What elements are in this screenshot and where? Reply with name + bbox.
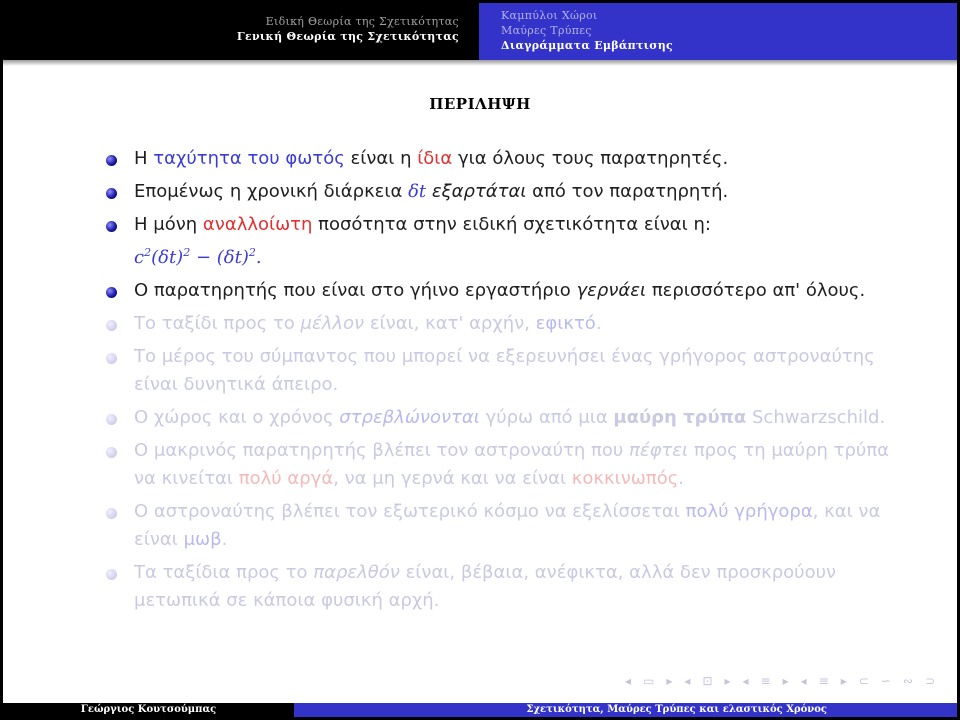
list-item [104,178,894,206]
math-superscript: 2 [183,246,191,259]
slide [3,3,957,717]
nav-forward-icon[interactable]: ⊃ [924,674,936,688]
subsection-navigation [479,3,957,60]
text: . [678,468,685,489]
nav-next-section-icon[interactable]: ▸ [840,674,847,688]
invariant-formula [134,247,262,268]
bullet-ball-icon [106,320,117,331]
text: Ο μακρινός παρατηρητής βλέπει τον αστροναύτη που [134,440,629,461]
math-superscript: 2 [144,246,152,259]
math-text: δt [408,181,427,202]
list-item [104,211,894,272]
bullet-ball-icon [106,508,117,519]
subsection-link-black-holes[interactable]: Μαύρες Τρύπες [501,24,592,37]
nav-subsection-icon[interactable]: ≡ [760,674,771,688]
bullet-ball-icon [106,188,117,199]
bullet-ball-icon [106,353,117,364]
nav-prev-slide-icon[interactable]: ◂ [625,674,632,688]
math-text: . [255,247,262,268]
text: , και να είναι [134,501,881,550]
nav-search-icon[interactable]: ∾ [902,674,913,688]
list-item [104,277,894,305]
highlight-text: εφικτό [535,313,596,334]
highlight-text: κοκκινωπός [571,468,679,489]
text: ποσότητα στην ειδική σχετικότητα είναι η: [312,214,711,235]
text: Η μόνη [134,214,203,235]
highlight-text: στρεβλώνονται [339,407,480,428]
text: είναι, κατ' αρχήν, [364,313,536,334]
text: για όλους τους παρατηρητές. [452,148,729,169]
text: περισσότερο απ' όλους. [646,280,866,301]
nav-prev-subsection-icon[interactable]: ◂ [742,674,749,688]
summary-list [104,145,894,620]
text: Επομένως η χρονική διάρκεια [134,181,409,202]
bullet-ball-icon [106,414,117,425]
nav-prev-frame-icon[interactable]: ◂ [684,674,691,688]
bullet-ball-icon [106,287,117,298]
math-superscript: 2 [248,246,256,259]
list-item [104,310,894,338]
highlight-text: αναλλοίωτη [202,214,313,235]
nav-slide-icon[interactable]: ▭ [643,674,655,688]
emphasis-text: μέλλον [300,313,365,334]
emphasis-text: παρελθόν [313,562,400,583]
section-navigation [3,3,479,60]
text: Ο αστροναύτης βλέπει τον εξωτερικό κόσμο να εξελίσσεται [134,501,686,522]
bullet-ball-icon [106,569,117,580]
nav-prev-section-icon[interactable]: ◂ [800,674,807,688]
text: . [595,313,602,334]
header-shadow [3,60,957,66]
nav-frame-icon[interactable]: ⊡ [702,674,713,688]
highlight-text: ταχύτητα του φωτός [153,148,345,169]
bold-text: μαύρη τρύπα [613,407,747,428]
bullet-ball-icon [106,447,117,458]
text: Ο παρατηρητής που είναι στο γήινο εργαστήριο [134,280,577,301]
highlight-text: ίδια [417,148,453,169]
text: , να μη γερνά και να είναι [333,468,572,489]
text: γύρω από μια [479,407,614,428]
footer-author: Γεώργιος Κουτσούμπας [3,703,294,717]
list-item [104,559,894,615]
footer-title: Σχετικότητα, Μαύρες Τρύπες και ελαστικός Χρόνος [294,703,957,717]
list-item [104,145,894,173]
list-item [104,498,894,554]
text: Το ταξίδι προς το [134,313,301,334]
bullet-ball-icon [106,221,117,232]
nav-section-icon[interactable]: ≡ [818,674,829,688]
text: Schwarzschild. [746,407,886,428]
highlight-text: μωβ [183,529,222,550]
math-text: (δt) [151,247,184,268]
subsection-link-curved-spaces[interactable]: Καμπύλοι Χώροι [501,9,598,22]
beamer-header [3,3,957,60]
section-link-general-relativity[interactable]: Γενική Θεωρία της Σχετικότητας [236,30,459,43]
highlight-text: πολύ γρήγορα [685,501,813,522]
list-item [104,437,894,493]
nav-next-frame-icon[interactable]: ▸ [724,674,731,688]
text: από τον παρατηρητή. [526,181,729,202]
text: είναι, βέβαια, ανέφικτα, αλλά δεν προσκρούουν μετωπικά σε κάποια φυσική αρχή. [134,562,837,611]
list-item [104,343,894,399]
text: Τα ταξίδια προς το [134,562,314,583]
slide-title: ΠΕΡΙΛΗΨΗ [429,95,531,113]
highlight-text: πολύ αργά [238,468,334,489]
beamer-navigation-bar [625,671,935,691]
nav-next-slide-icon[interactable]: ▸ [666,674,673,688]
emphasis-text: γερνάει [576,280,647,301]
list-item [104,404,894,432]
subsection-link-embedding-diagrams[interactable]: Διαγράμματα Εμβάπτισης [501,39,674,52]
emphasis-text: εξαρτάται [431,181,527,202]
nav-search-icon[interactable]: ∽ [880,674,891,688]
math-text: − (δt) [190,247,249,268]
text: Η [134,148,154,169]
emphasis-text: πέφτει [629,440,689,461]
nav-next-subsection-icon[interactable]: ▸ [782,674,789,688]
nav-back-icon[interactable]: ⊂ [858,674,869,688]
text: Το μέρος του σύμπαντος που μπορεί να εξερευνήσει ένας γρήγορος αστροναύτης είναι δυνητικά άπειρο. [134,346,875,395]
bullet-ball-icon [106,155,117,166]
section-link-special-relativity[interactable]: Ειδική Θεωρία της Σχετικότητας [265,15,459,28]
text: Ο χώρος και ο χρόνος [134,407,340,428]
text: είναι η [344,148,418,169]
text: προς τη μαύρη τρύπα να κινείται [134,440,890,489]
text: . [221,529,228,550]
math-text: c [134,247,145,268]
